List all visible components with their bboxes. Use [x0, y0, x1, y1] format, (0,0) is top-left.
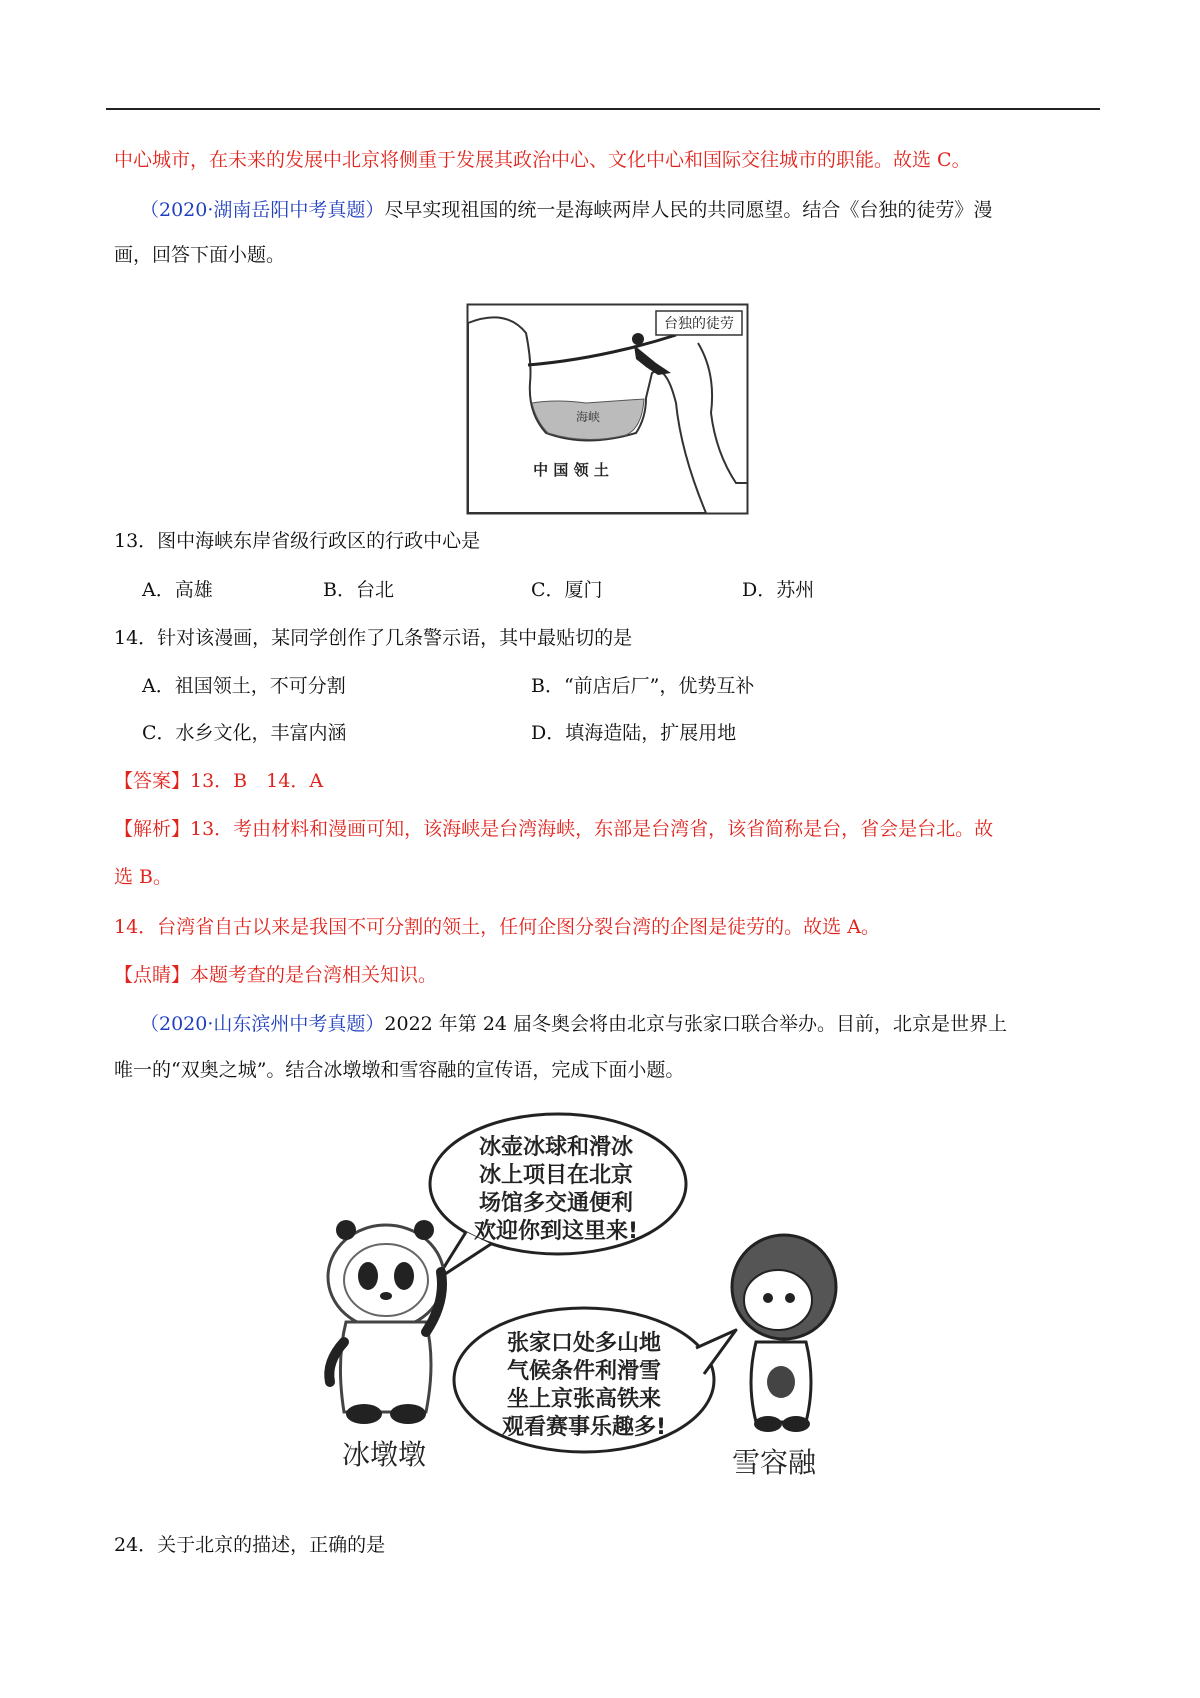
taiwan-cartoon — [466, 303, 749, 515]
block2-intro — [140, 1012, 1007, 1036]
speech-bubble-2-tail — [696, 1330, 736, 1374]
analysis-line2: 选 B。 — [114, 866, 173, 888]
mascot-svg — [316, 1112, 906, 1494]
block1-intro-text: 尽早实现祖国的统一是海峡两岸人民的共同愿望。结合《台独的徒劳》漫 — [384, 199, 993, 221]
q13-option-a: A．高雄 — [142, 579, 213, 601]
top-note: 中心城市，在未来的发展中北京将侧重于发展其政治中心、文化中心和国际交往城市的职能。故选 C。 — [114, 149, 971, 171]
block1-intro — [140, 198, 992, 222]
block1-source: （2020·湖南岳阳中考真题） — [140, 199, 385, 221]
block2-intro-text: 2022 年第 24 届冬奥会将由北京与张家口联合举办。目前，北京是世界上 — [384, 1013, 1008, 1035]
q14-stem: 14．针对该漫画，某同学创作了几条警示语，其中最贴切的是 — [114, 627, 633, 649]
block1-intro-line2: 画，回答下面小题。 — [114, 244, 286, 266]
cartoon-land-label: 中 国 领 土 — [533, 461, 609, 479]
q24-stem: 24．关于北京的描述，正确的是 — [114, 1534, 386, 1556]
bubble2-line4: 观看赛事乐趣多! — [501, 1415, 667, 1440]
mascot-name-2: 雪容融 — [731, 1446, 817, 1479]
q14-option-d: D．填海造陆，扩展用地 — [531, 722, 737, 744]
shuey-rhon-rhon-figure — [732, 1235, 836, 1432]
cartoon-figure-head — [632, 333, 644, 345]
answer: 【答案】13．B 14．A — [114, 770, 324, 792]
q14-option-c: C．水乡文化，丰富内涵 — [142, 722, 347, 744]
bubble1-line1: 冰壶冰球和滑冰 — [478, 1135, 634, 1160]
bubble2-line2: 气候条件利滑雪 — [506, 1359, 662, 1384]
cartoon-title: 台独的徒劳 — [664, 316, 734, 332]
bubble2-line1: 张家口处多山地 — [506, 1331, 662, 1356]
bubble1-line3: 场馆多交通便利 — [478, 1191, 634, 1216]
q13-option-d: D．苏州 — [742, 579, 815, 601]
q13-option-b: B．台北 — [323, 579, 394, 601]
header-rule — [106, 108, 1100, 110]
block2-source: （2020·山东滨州中考真题） — [140, 1013, 385, 1035]
bubble1-line2: 冰上项目在北京 — [478, 1163, 634, 1188]
q13-stem: 13．图中海峡东岸省级行政区的行政中心是 — [114, 530, 481, 552]
bing-dwen-dwen-figure — [328, 1220, 444, 1424]
mascot-illustration — [316, 1112, 906, 1494]
analysis-line1: 【解析】13．考由材料和漫画可知，该海峡是台湾海峡，东部是台湾省，该省简称是台，省会是台北。故 — [114, 818, 994, 840]
comment: 【点睛】本题考查的是台湾相关知识。 — [114, 964, 438, 986]
analysis-14: 14．台湾省自古以来是我国不可分割的领土，任何企图分裂台湾的企图是徒劳的。故选 A。 — [114, 916, 880, 938]
bubble1-line4: 欢迎你到这里来! — [473, 1219, 639, 1244]
bubble2-line3: 坐上京张高铁来 — [506, 1387, 662, 1412]
q13-option-c: C．厦门 — [531, 579, 603, 601]
q14-option-a: A．祖国领土，不可分割 — [142, 675, 346, 697]
block2-intro-line2: 唯一的“双奥之城”。结合冰墩墩和雪容融的宣传语，完成下面小题。 — [114, 1059, 685, 1081]
q14-option-b: B．“前店后厂”，优势互补 — [531, 675, 755, 697]
mascot-name-1: 冰墩墩 — [341, 1438, 427, 1471]
taiwan-cartoon-svg — [466, 303, 749, 515]
cartoon-sea-label: 海峡 — [575, 410, 601, 424]
